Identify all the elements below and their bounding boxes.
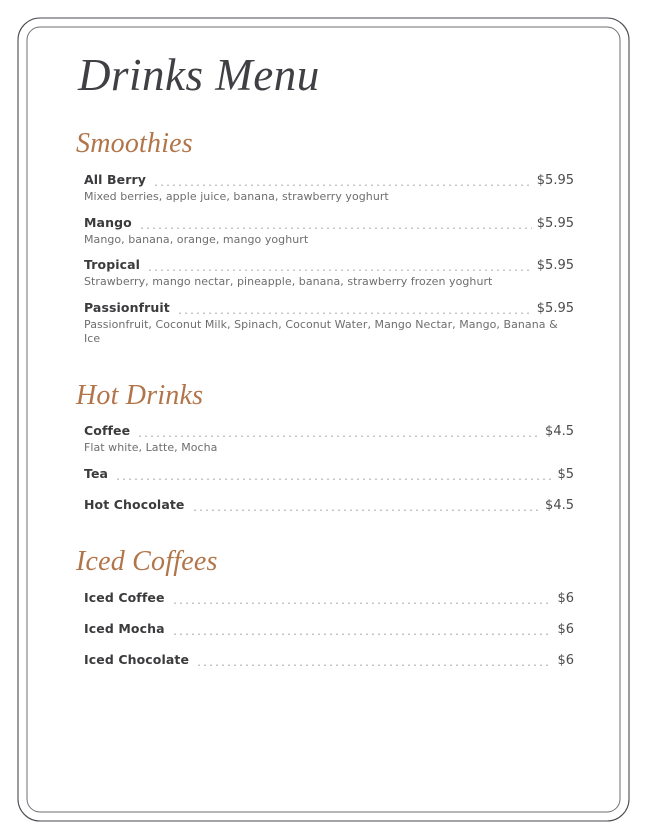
menu-item-name: Hot Chocolate: [84, 496, 185, 512]
menu-item-line: [84, 497, 574, 513]
menu-item-line: [84, 172, 574, 188]
dot-leader: [177, 312, 532, 313]
menu-item-line: [84, 257, 574, 273]
menu-item-description: Mixed berries, apple juice, banana, strawberry yoghurt: [84, 190, 389, 204]
menu-section: [74, 129, 574, 346]
menu-item-name: Mango: [84, 214, 132, 230]
menu-item-price: $5.95: [536, 300, 574, 316]
menu-sections: [74, 129, 574, 667]
dot-leader: [139, 227, 532, 228]
menu-item-price: $6: [557, 652, 574, 668]
menu-item-price: $5: [557, 466, 574, 482]
menu-item-list: [74, 172, 574, 347]
page-title: Drinks Menu: [78, 50, 320, 100]
section-heading: Smoothies: [76, 128, 193, 160]
menu-item-list: [74, 423, 574, 513]
menu-item-line: [84, 300, 574, 316]
menu-item-name: Iced Mocha: [84, 620, 165, 636]
dot-leader: [115, 478, 552, 479]
menu-item-list: [74, 590, 574, 668]
menu-item: [84, 466, 574, 482]
menu-item-name: All Berry: [84, 172, 146, 188]
menu-item-price: $4.5: [545, 424, 574, 440]
menu-item-name: Passionfruit: [84, 299, 170, 315]
menu-item: [84, 300, 574, 347]
menu-item-name: Tea: [84, 465, 109, 481]
menu-item-line: [84, 590, 574, 606]
section-heading: Iced Coffees: [76, 545, 218, 577]
menu-item-description: Flat white, Latte, Mocha: [84, 441, 218, 455]
menu-item-name: Tropical: [84, 257, 141, 273]
dot-leader: [172, 633, 553, 634]
menu-item-name: Coffee: [84, 423, 131, 439]
menu-item: [84, 257, 574, 290]
menu-item: [84, 423, 574, 456]
menu-item: [84, 497, 574, 513]
menu-section: [74, 547, 574, 668]
menu-item: [84, 215, 574, 248]
menu-item-description: Strawberry, mango nectar, pineapple, banana, strawberry frozen yoghurt: [84, 275, 493, 289]
menu-item-name: Iced Coffee: [84, 589, 165, 605]
menu-item: [84, 652, 574, 668]
dot-leader: [192, 509, 541, 510]
menu-item: [84, 172, 574, 205]
menu-item-line: [84, 423, 574, 439]
dot-leader: [153, 185, 532, 186]
menu-section: [74, 381, 574, 513]
menu-item-description: Passionfruit, Coconut Milk, Spinach, Coconut Water, Mango Nectar, Mango, Banana & Ice: [84, 317, 558, 346]
menu-item-price: $4.5: [545, 497, 574, 513]
menu-item-price: $6: [557, 590, 574, 606]
menu-item-price: $5.95: [536, 173, 574, 189]
menu-item: [84, 590, 574, 606]
dot-leader: [196, 664, 552, 665]
menu-item-price: $5.95: [536, 215, 574, 231]
menu-item-price: $6: [557, 621, 574, 637]
menu-item-line: [84, 466, 574, 482]
menu-item-line: [84, 215, 574, 231]
menu-item-line: [84, 621, 574, 637]
dot-leader: [137, 436, 540, 437]
dot-leader: [172, 602, 553, 603]
menu-item-description: Mango, banana, orange, mango yoghurt: [84, 232, 309, 246]
menu-item-name: Iced Chocolate: [84, 651, 190, 667]
menu-item-line: [84, 652, 574, 668]
menu-item-price: $5.95: [536, 258, 574, 274]
section-heading: Hot Drinks: [76, 379, 204, 411]
menu-item: [84, 621, 574, 637]
dot-leader: [147, 270, 532, 271]
